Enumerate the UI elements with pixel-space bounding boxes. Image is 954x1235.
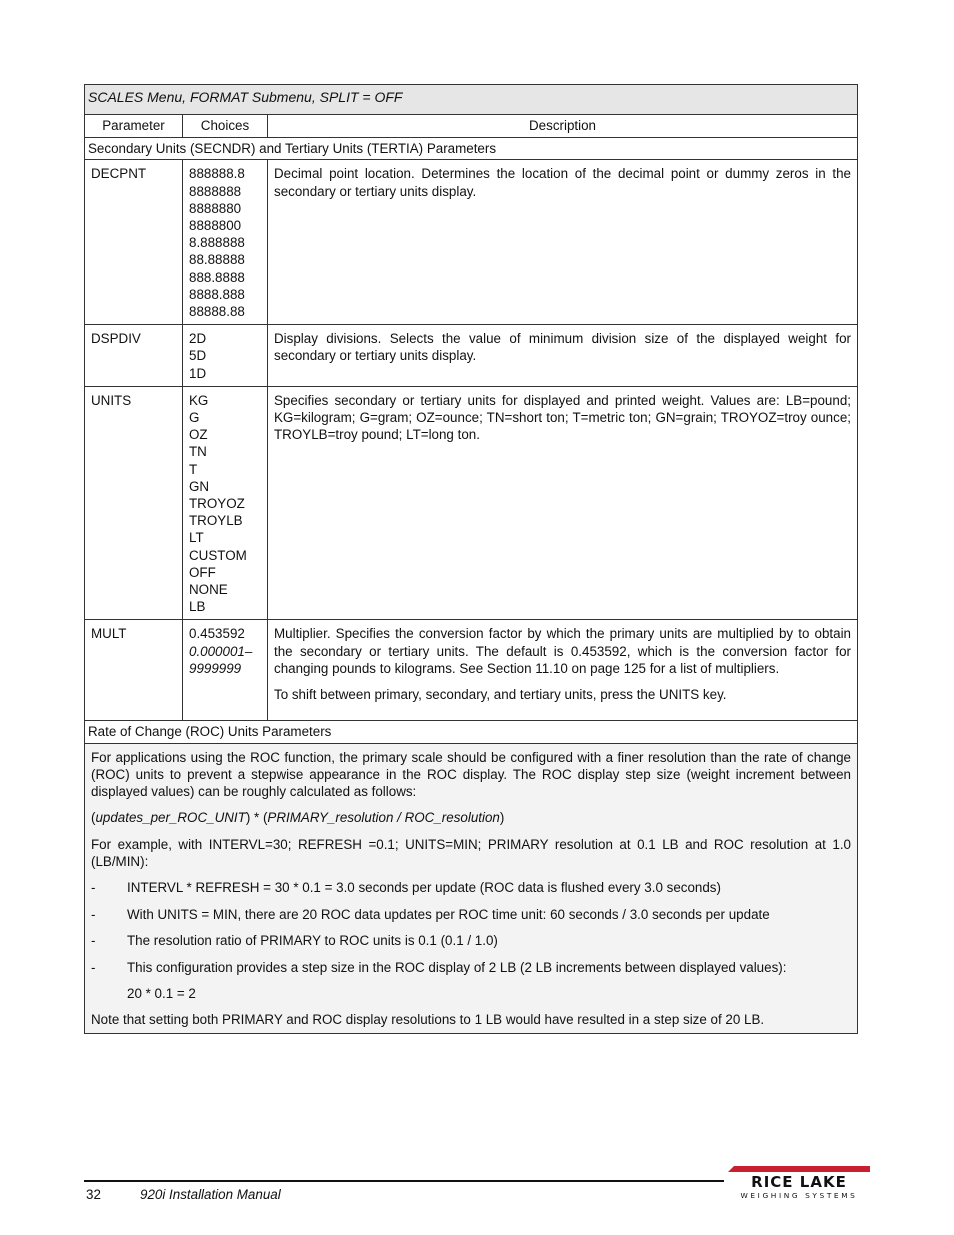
choice-item: 1D: [189, 365, 207, 381]
header-description: Description: [268, 115, 858, 138]
choice-item: 2D: [189, 331, 207, 347]
choice-item: CUSTOM: [189, 547, 247, 563]
roc-intro: For applications using the ROC function, the primary scale should be configured with a finer resolution than the rate of change (ROC) units to prevent a stepwise appearance in the ROC display. The ROC display step size (weight increment between displayed values) can be roughly calculated as follows:: [91, 749, 851, 800]
choice-range-start: 0.000001–: [189, 643, 253, 659]
choice-item: OZ: [189, 427, 208, 443]
choice-item: 8888800: [189, 218, 242, 234]
parameter-table: [84, 84, 858, 1034]
table-header-row: [85, 115, 858, 138]
param-description: Display divisions. Selects the value of minimum division size of the displayed weight for secondary or tertiary units display.: [268, 325, 858, 387]
list-item: [91, 879, 851, 896]
formula-var-resolution: PRIMARY_resolution / ROC_resolution: [267, 810, 500, 826]
rice-lake-logo: [728, 1166, 870, 1202]
choice-range-end: 9999999: [189, 660, 242, 676]
page-number: 32: [86, 1187, 101, 1202]
description-paragraph: Multiplier. Specifies the conversion factor by which the primary units are multiplied by to obtain the secondary or tertiary units. The default is 0.453592, which is the conversion factor for changing pounds to kilograms. See Section 11.10 on page 125 for a list of multipliers.: [274, 626, 851, 676]
choice-item: 88.88888: [189, 252, 245, 268]
table-row: [85, 386, 858, 620]
section-heading-row: [85, 721, 858, 743]
bullet-text: INTERVL * REFRESH = 30 * 0.1 = 3.0 seconds per update (ROC data is flushed every 3.0 seconds): [127, 879, 721, 895]
manual-title: 920i Installation Manual: [140, 1187, 281, 1202]
param-name: UNITS: [85, 386, 183, 620]
choice-item: 8888880: [189, 200, 242, 216]
section-heading-roc: Rate of Change (ROC) Units Parameters: [85, 721, 858, 743]
choice-item: 8888.888: [189, 286, 245, 302]
choice-item: 5D: [189, 348, 207, 364]
param-description: [268, 620, 858, 721]
choice-item: LB: [189, 599, 206, 615]
list-item: [91, 959, 851, 976]
section-heading-secondary-tertiary: Secondary Units (SECNDR) and Tertiary Units (TERTIA) Parameters: [85, 138, 858, 160]
choice-item: TROYOZ: [189, 496, 245, 512]
table-row: [85, 325, 858, 387]
roc-example: For example, with INTERVL=30; REFRESH =0.1; UNITS=MIN; PRIMARY resolution at 0.1 LB and ROC resolution at 1.0 (LB/MIN):: [91, 836, 851, 869]
formula-mid: ) * (: [245, 810, 268, 826]
roc-description-row: [85, 743, 858, 1033]
footer-rule: [84, 1180, 724, 1182]
list-item: [91, 932, 851, 949]
roc-formula: [91, 809, 851, 826]
param-choices: [183, 325, 268, 387]
bullet-dash: -: [91, 933, 96, 949]
roc-calculation: 20 * 0.1 = 2: [127, 986, 196, 1002]
header-choices: Choices: [183, 115, 268, 138]
formula-close: ): [499, 810, 505, 826]
choice-item: 88888.88: [189, 304, 245, 320]
bullet-dash: -: [91, 879, 96, 895]
bullet-text: This configuration provides a step size in the ROC display of 2 LB (2 LB increments between displayed values):: [127, 959, 787, 975]
choice-item: OFF: [189, 564, 216, 580]
roc-note: Note that setting both PRIMARY and ROC display resolutions to 1 LB would have resulted in a step size of 20 LB.: [91, 1012, 765, 1028]
choice-item: LT: [189, 530, 204, 546]
bullet-text: With UNITS = MIN, there are 20 ROC data updates per ROC time unit: 60 seconds / 3.0 seconds per update: [127, 906, 770, 922]
choice-item: NONE: [189, 582, 228, 598]
param-description: Decimal point location. Determines the location of the decimal point or dummy zeros in the secondary or tertiary units display.: [268, 160, 858, 325]
choice-item: 8.888888: [189, 235, 245, 251]
param-name: MULT: [85, 620, 183, 721]
param-name: DSPDIV: [85, 325, 183, 387]
formula-open: (: [91, 810, 96, 826]
formula-var-updates: updates_per_ROC_UNIT: [95, 810, 246, 826]
bullet-dash: -: [91, 959, 96, 975]
param-name: DECPNT: [85, 160, 183, 325]
choice-item: 888888.8: [189, 166, 245, 182]
choice-item: TN: [189, 444, 207, 460]
list-item: [91, 906, 851, 923]
param-description: Specifies secondary or tertiary units for displayed and printed weight. Values are: LB=pound; KG=kilogram; G=gram; OZ=ounce; TN=short ton; T=metric ton; GN=grain; TROYOZ=troy ounce; TROYLB=troy pound; LT=long ton.: [268, 386, 858, 620]
param-choices: [183, 160, 268, 325]
table-title-row: [85, 85, 858, 115]
section-heading-row: [85, 138, 858, 160]
bullet-text: The resolution ratio of PRIMARY to ROC units is 0.1 (0.1 / 1.0): [127, 933, 498, 949]
table-row: [85, 620, 858, 721]
svg-text:WEIGHING SYSTEMS: WEIGHING SYSTEMS: [740, 1191, 858, 1200]
bullet-dash: -: [91, 906, 96, 922]
param-choices: [183, 386, 268, 620]
choice-item: TROYLB: [189, 513, 243, 529]
choice-item: 0.453592: [189, 626, 245, 642]
choice-item: 888.8888: [189, 269, 245, 285]
param-choices: [183, 620, 268, 721]
choice-item: GN: [189, 478, 210, 494]
svg-text:RICE LAKE: RICE LAKE: [751, 1173, 847, 1191]
header-parameter: Parameter: [85, 115, 183, 138]
description-paragraph: To shift between primary, secondary, and tertiary units, press the UNITS key.: [274, 687, 727, 703]
roc-description: [85, 743, 858, 1033]
table-title: SCALES Menu, FORMAT Submenu, SPLIT = OFF: [85, 85, 858, 115]
choice-item: KG: [189, 392, 209, 408]
choice-item: G: [189, 410, 200, 426]
choice-item: T: [189, 461, 198, 477]
choice-item: 8888888: [189, 183, 242, 199]
table-row: [85, 160, 858, 325]
